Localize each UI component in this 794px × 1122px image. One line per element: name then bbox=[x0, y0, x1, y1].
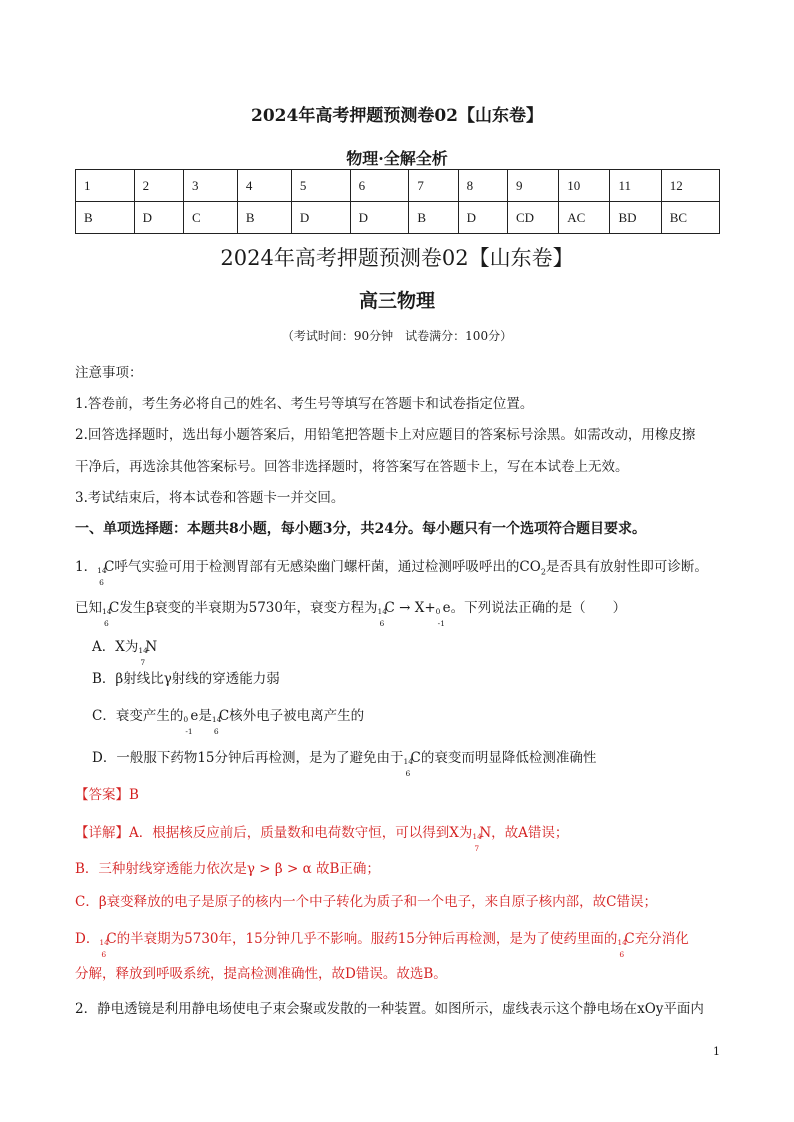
answer-value-cell: D bbox=[134, 202, 183, 234]
answer-number-cell: 9 bbox=[507, 170, 558, 202]
answer-number-cell: 5 bbox=[291, 170, 350, 202]
notice-item: 2.回答选择题时，选出每小题答案后，用铅笔把答题卡上对应题目的答案标号涂黑。如需改动，用橡皮擦 bbox=[75, 427, 696, 443]
answer-table bbox=[75, 169, 720, 234]
answer-number-cell: 8 bbox=[458, 170, 507, 202]
notice-item: 1.答卷前，考生务必将自己的姓名、考生号等填写在答题卡和试卷指定位置。 bbox=[75, 396, 534, 412]
answer-number-cell: 6 bbox=[350, 170, 409, 202]
answer-value-cell: CD bbox=[507, 202, 558, 234]
answer-value-cell: BC bbox=[661, 202, 719, 234]
answer-label: 【答案】B bbox=[75, 787, 139, 803]
question-1-line-1: 1． 14 6 C呼气实验可用于检测胃部有无感染幽门螺杆菌，通过检测呼吸呼出的$CO_2$是否具有放射性即可诊断。 bbox=[75, 559, 708, 587]
answer-value-cell: D bbox=[458, 202, 507, 234]
answer-value-cell: B bbox=[237, 202, 291, 234]
answer-value-cell: D bbox=[350, 202, 409, 234]
answer-value-cell: C bbox=[183, 202, 237, 234]
option-c: C．衰变产生的 0 -1 e是 14 6 C核外电子被电离产生的 bbox=[92, 708, 365, 736]
answer-value-cell: B bbox=[76, 202, 135, 234]
detail-line-4: D． 14 6 C的半衰期为5730年，15分钟几乎不影响。服药15分钟后再检测，是为了使药里面的 14 6 C充分消化 bbox=[75, 931, 689, 959]
exam-title: 2024年高考押题预测卷02【山东卷】 bbox=[220, 246, 574, 270]
detail-line-1: 【详解】A．根据核反应前后，质量数和电荷数守恒，可以得到X为 14 7 N，故A错误； bbox=[75, 825, 569, 853]
exam-subject: 高三物理 bbox=[358, 290, 435, 312]
answer-number-cell: 1 bbox=[76, 170, 135, 202]
header-title: 2024年高考押题预测卷02【山东卷】 bbox=[251, 106, 543, 126]
question-2-line-1: 2．静电透镜是利用静电场使电子束会聚或发散的一种装置。如图所示，虚线表示这个静电场在xOy平面内 bbox=[75, 1001, 704, 1017]
question-1-line-2: 已知 14 6 C发生β衰变的半衰期为5730年，衰变方程为 14 6 C → X+ 0 -1 e。下列说法正确的是（ ） bbox=[75, 600, 627, 628]
answer-number-cell: 2 bbox=[134, 170, 183, 202]
answer-number-cell: 10 bbox=[559, 170, 610, 202]
answer-value-cell: AC bbox=[559, 202, 610, 234]
option-a: A．X为 14 7 N bbox=[92, 639, 158, 667]
header-subtitle: 物理·全解全析 bbox=[346, 149, 448, 168]
answer-value-cell: B bbox=[409, 202, 458, 234]
answer-value-cell: BD bbox=[610, 202, 661, 234]
answer-number-cell: 7 bbox=[409, 170, 458, 202]
notice-title: 注意事项： bbox=[75, 365, 143, 381]
answer-number-row bbox=[76, 170, 720, 202]
answer-value-cell: D bbox=[291, 202, 350, 234]
answer-number-cell: 11 bbox=[610, 170, 661, 202]
exam-info: （考试时间：90分钟 试卷满分：100分） bbox=[281, 329, 513, 343]
detail-line-5: 分解，释放到呼吸系统，提高检测准确性，故D错误。故选B。 bbox=[75, 966, 447, 982]
notice-item: 3.考试结束后，将本试卷和答题卡一并交回。 bbox=[75, 490, 345, 506]
answer-number-cell: 4 bbox=[237, 170, 291, 202]
answer-number-cell: 12 bbox=[661, 170, 719, 202]
answer-value-row bbox=[76, 202, 720, 234]
page-number: 1 bbox=[713, 1045, 720, 1058]
answer-number-cell: 3 bbox=[183, 170, 237, 202]
section-title: 一、单项选择题：本题共8小题，每小题3分，共24分。每小题只有一个选项符合题目要求。 bbox=[75, 521, 646, 537]
option-d: D．一般服下药物15分钟后再检测，是为了避免由于 14 6 C的衰变而明显降低检测准确性 bbox=[92, 750, 597, 778]
detail-line-2: B．三种射线穿透能力依次是γ > β > α 故B正确； bbox=[75, 861, 380, 877]
detail-line-3: C．β衰变释放的电子是原子的核内一个中子转化为质子和一个电子，来自原子核内部，故C错误； bbox=[75, 894, 657, 910]
option-b: B．β射线比γ射线的穿透能力弱 bbox=[92, 671, 280, 687]
notice-item: 干净后，再选涂其他答案标号。回答非选择题时，将答案写在答题卡上，写在本试卷上无效。 bbox=[75, 459, 629, 475]
